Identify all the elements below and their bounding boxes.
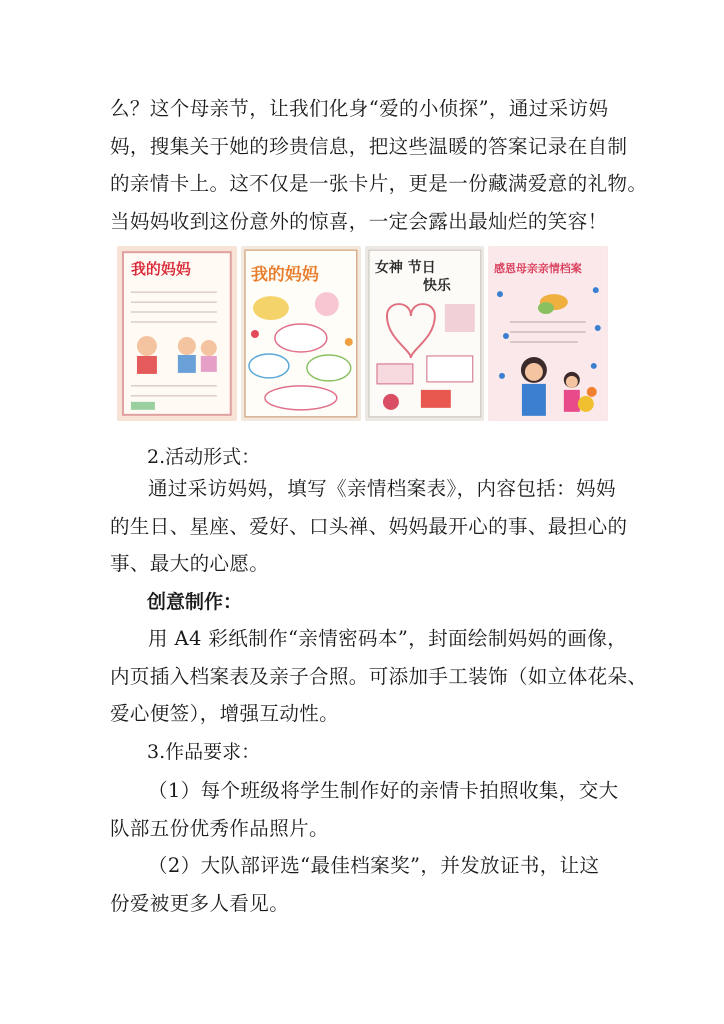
- intro-line: 么？这个母亲节，让我们化身“爱的小侦探”，通过采访妈: [110, 97, 609, 120]
- example-cards-photo-strip: [117, 246, 608, 421]
- creative-body-line: 爱心便签），增强互动性。: [110, 702, 340, 725]
- card-illustration-2: [241, 246, 361, 421]
- section3-item1: [110, 772, 620, 847]
- section2-heading: 2.活动形式：: [147, 446, 261, 468]
- card2-title: 我的妈妈: [250, 264, 319, 285]
- section3-item1-line: （1）每个班级将学生制作好的亲情卡拍照收集，交大: [148, 779, 619, 802]
- example-card-photo-4: [488, 246, 608, 421]
- example-card-photo-2: [241, 246, 361, 421]
- creative-body-line: 内页插入档案表及亲子合照。可添加手工装饰（如立体花朵、: [110, 664, 648, 688]
- section3-item2: [110, 847, 620, 922]
- example-card-photo-1: [117, 246, 237, 421]
- section2-body: [110, 470, 628, 583]
- section2-body-line: 通过采访妈妈，填写《亲情档案表》，内容包括：妈妈: [148, 477, 616, 500]
- section3-item1-line: 队部五份优秀作品照片。: [110, 816, 329, 840]
- section3-item2-line: 份爱被更多人看见。: [110, 891, 290, 915]
- section3-heading: 3.作品要求：: [147, 741, 261, 763]
- card1-title: 我的妈妈: [130, 260, 191, 279]
- card-illustration-1: [117, 246, 237, 421]
- section2-body-line: 事、最大的心愿。: [110, 552, 270, 575]
- card4-title: 感恩母亲亲情档案: [494, 262, 582, 276]
- intro-paragraph: [110, 90, 648, 240]
- creative-body: [110, 620, 648, 733]
- section3-item2-line: （2）大队部评选“最佳档案奖”，并发放证书，让这: [148, 854, 600, 877]
- creative-body-line: 用 A4 彩纸制作“亲情密码本”，封面绘制妈妈的画像，: [148, 627, 628, 650]
- card-illustration-4: [488, 246, 608, 421]
- card3-title-line1: 女神 节日: [374, 260, 436, 277]
- card-illustration-3: [365, 246, 485, 421]
- intro-line: 的亲情卡上。这不仅是一张卡片，更是一份藏满爱意的礼物。: [110, 172, 648, 195]
- section2-body-line: 的生日、星座、爱好、口头禅、妈妈最开心的事、最担心的: [110, 514, 628, 538]
- example-card-photo-3: [365, 246, 485, 421]
- intro-line: 妈，搜集关于她的珍贵信息，把这些温暖的答案记录在自制: [110, 134, 628, 158]
- creative-heading: 创意制作：: [147, 591, 243, 613]
- intro-line: 当妈妈收到这份意外的惊喜，一定会露出最灿烂的笑容！: [110, 209, 608, 233]
- card3-title-line2: 快乐: [422, 278, 451, 295]
